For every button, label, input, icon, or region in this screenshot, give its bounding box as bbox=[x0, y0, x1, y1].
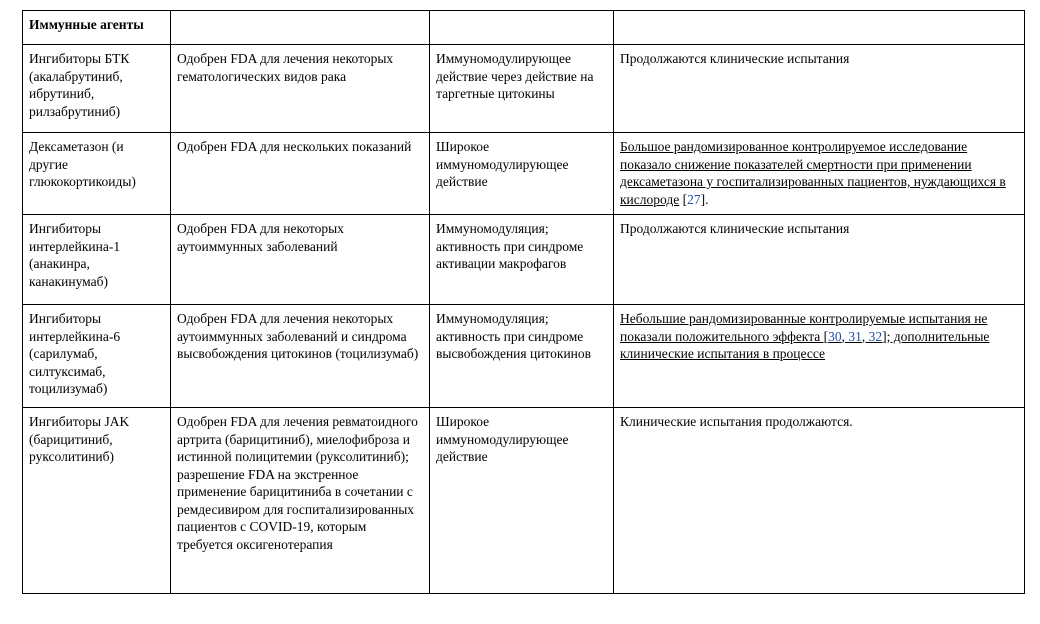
approval-cell: Одобрен FDA для лечения некоторых гематологических видов рака bbox=[171, 45, 430, 133]
reference-link[interactable]: 30 bbox=[828, 328, 842, 344]
agent-cell: Дексаметазон (и другие глюкокортикоиды) bbox=[23, 133, 171, 215]
table-row bbox=[23, 408, 1025, 594]
immune-agents-table bbox=[22, 10, 1025, 594]
evidence-cell bbox=[614, 305, 1025, 408]
evidence-tail: . bbox=[705, 191, 709, 207]
evidence-cell bbox=[614, 133, 1025, 215]
ref-close: ]; bbox=[882, 328, 891, 344]
approval-cell: Одобрен FDA для некоторых аутоиммунных заболеваний bbox=[171, 215, 430, 305]
table-header-row bbox=[23, 11, 1025, 45]
ref-open: [ bbox=[820, 328, 829, 344]
approval-cell: Одобрен FDA для лечения ревматоидного артрита (барицитиниб), миелофиброза и истинной полицитемии (руксолитиниб); разрешение FDA на экстренное применение барицитиниба в сочетании с ремдесивиром для госпитализированных пациентов с COVID-19, которым требуется оксигенотерапия bbox=[171, 408, 430, 594]
agent-cell: Ингибиторы интерлейкина-6 (сарилумаб, силтуксимаб, тоцилизумаб) bbox=[23, 305, 171, 408]
ref-close: ] bbox=[700, 191, 706, 207]
header-cell-empty bbox=[430, 11, 614, 45]
ref-sep: , bbox=[841, 328, 849, 344]
table-row bbox=[23, 45, 1025, 133]
mechanism-cell: Иммуномодуляция; активность при синдроме активации макрофагов bbox=[430, 215, 614, 305]
agent-cell: Ингибиторы БТК (акалабрутиниб, ибрутиниб, рилзабрутиниб) bbox=[23, 45, 171, 133]
mechanism-cell: Широкое иммуномодулирующее действие bbox=[430, 133, 614, 215]
evidence-text bbox=[620, 311, 989, 361]
mechanism-cell: Широкое иммуномодулирующее действие bbox=[430, 408, 614, 594]
ref-open: [ bbox=[679, 191, 688, 207]
evidence-cell: Продолжаются клинические испытания bbox=[614, 215, 1025, 305]
ref-sep: , bbox=[861, 328, 869, 344]
reference-link[interactable]: 31 bbox=[848, 328, 862, 344]
agent-cell: Ингибиторы JAK (барицитиниб, руксолитиниб) bbox=[23, 408, 171, 594]
evidence-cell: Продолжаются клинические испытания bbox=[614, 45, 1025, 133]
evidence-after: дополнительные клинические испытания в процессе bbox=[620, 328, 990, 361]
reference-link[interactable]: 32 bbox=[868, 328, 883, 344]
evidence-main: Небольшие рандомизированные контролируемые испытания не показали положительного эффекта bbox=[620, 311, 988, 344]
evidence-cell: Клинические испытания продолжаются. bbox=[614, 408, 1025, 594]
reference-link[interactable]: 27 bbox=[687, 191, 701, 207]
mechanism-cell: Иммуномодулирующее действие через действие на таргетные цитокины bbox=[430, 45, 614, 133]
approval-cell: Одобрен FDA для лечения некоторых аутоиммунных заболеваний и синдрома высвобождения цитокинов (тоцилизумаб) bbox=[171, 305, 430, 408]
table-row bbox=[23, 305, 1025, 408]
header-cell-title bbox=[23, 11, 171, 45]
mechanism-cell: Иммуномодуляция; активность при синдроме высвобождения цитокинов bbox=[430, 305, 614, 408]
table-row bbox=[23, 215, 1025, 305]
approval-cell: Одобрен FDA для нескольких показаний bbox=[171, 133, 430, 215]
table-row bbox=[23, 133, 1025, 215]
agent-cell: Ингибиторы интерлейкина-1 (анакинра, канакинумаб) bbox=[23, 215, 171, 305]
header-cell-empty bbox=[614, 11, 1025, 45]
table-title: Иммунные агенты bbox=[29, 17, 144, 32]
evidence-text: Большое рандомизированное контролируемое исследование показало снижение показателей смертности при применении дексаметазона у госпитализированных пациентов, нуждающихся в кислороде bbox=[620, 139, 1006, 207]
header-cell-empty bbox=[171, 11, 430, 45]
